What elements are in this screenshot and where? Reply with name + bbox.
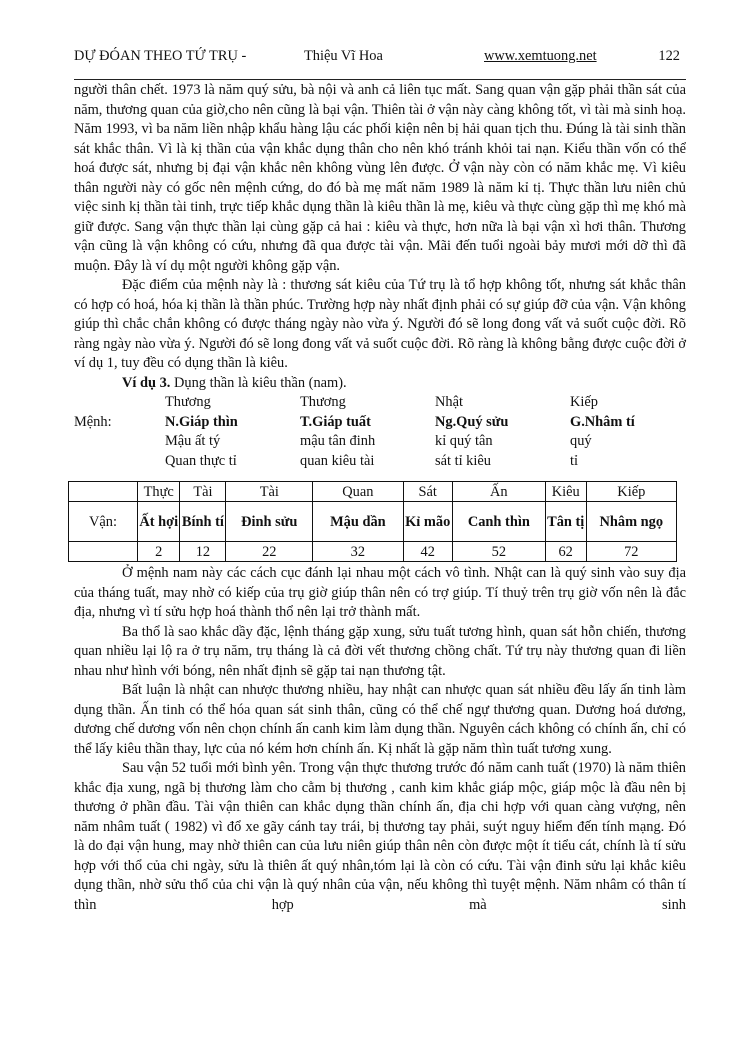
table-cell: Đinh sửu <box>226 502 313 542</box>
table-cell: Ấn <box>452 482 545 502</box>
pillar-god: Kiếp <box>570 394 598 410</box>
paragraph: Ba thổ là sao khắc dầy đặc, lệnh tháng gặp xung, sửu tuất tương hình, quan sát hỗn chiến, thương quan nhiều lại lộ ra ở trụ năm, trụ tháng là cả đời vết thương chồng chất. Tứ trụ này thương quan đi liền nhau như hình với bóng, nên nhất định sẽ gặp tai nạn thương tật. <box>74 623 686 679</box>
website-link[interactable]: www.xemtuong.net <box>484 48 597 64</box>
hidden-stems-row <box>74 432 686 452</box>
pillar-gods-row <box>74 393 686 413</box>
paragraph: Đặc điểm của mệnh này là : thương sát kiêu của Tứ trụ là tổ hợp không tốt, nhưng sát khắc thân có hợp có hoá, hóa kị thần là thần phúc. Trường hợp này nhất định phải có sự giúp đỡ của vận. Vận không giúp thì chắc chắn không có được tháng ngày nào vừa ý. Người đó sẽ long đong vất vả suốt cuộc đời. Rõ ràng ngày nào vừa ý. Người đó sẽ long đong vất vả suốt cuộc đời. Rõ ràng là không bằng được cuộc đời ở ví dụ 1, tuy đều có dụng thần là kiêu. <box>74 277 686 371</box>
menh-label: Mệnh: <box>74 413 112 430</box>
hidden-gods: sát tỉ kiêu <box>435 452 491 469</box>
hidden-stems: mậu tân đinh <box>300 433 376 449</box>
pillar-name: T.Giáp tuất <box>300 413 371 430</box>
page-body <box>74 81 686 915</box>
table-cell: Kiêu <box>545 482 586 502</box>
table-row <box>69 502 677 542</box>
table-row <box>69 482 677 502</box>
table-cell: Tài <box>226 482 313 502</box>
table-cell: Tài <box>180 482 226 502</box>
example-heading <box>74 374 686 394</box>
pillar-name: G.Nhâm tí <box>570 413 635 430</box>
page-header <box>74 48 686 68</box>
hidden-gods: quan kiêu tài <box>300 452 375 469</box>
paragraph: Sau vận 52 tuổi mới bình yên. Trong vận thực thương trước đó năm canh tuất (1970) là năm thiên khắc địa xung, ngã bị thương làm cho cằm bị thương , canh kim khắc giáp mộc, giáp mộc là đầu nên bị thương ở phần đầu. Tài vận thiên can khắc dụng thần chính ấn, địa chi hợp với quan càng vượng, nên năm nhâm tuất ( 1982) vì đổ xe gãy cánh tay trái, bị thương tay phải, suýt nguy hiểm đến tính mạng. Đó là do đại vận hung, may nhờ thiên can của lưu niên giúp thân nên còn được một ít tiểu cát, chính là tí sửu hợp với thổ của chi ngày, sửu là thiên ất quý nhân,tóm lại là còn có cứu. Tài vận đinh sửu lại khắc kiêu dụng thần, nhờ sửu thổ của chi vận là quý nhân của vận, nếu không thì tuyệt mệnh. Năm nhâm có thân tí thìn hợp mà sinh <box>74 760 686 913</box>
table-cell: 72 <box>586 542 676 562</box>
hidden-gods: tỉ <box>570 452 578 469</box>
pillar-name: Ng.Quý sửu <box>435 413 509 430</box>
table-row <box>69 542 677 562</box>
table-cell <box>69 482 138 502</box>
hidden-stems: quý <box>570 433 592 449</box>
menh-chart <box>74 393 686 471</box>
hidden-gods: Quan thực tỉ <box>165 452 237 469</box>
table-cell: 42 <box>403 542 452 562</box>
table-cell: 12 <box>180 542 226 562</box>
pillar-names-row <box>74 413 686 433</box>
pillar-name: N.Giáp thìn <box>165 413 238 430</box>
header-divider <box>74 79 686 80</box>
hidden-gods-row <box>74 452 686 472</box>
pillar-god: Thương <box>165 394 211 410</box>
table-cell: 62 <box>545 542 586 562</box>
table-cell: Mậu dần <box>313 502 403 542</box>
paragraph: người thân chết. 1973 là năm quý sửu, bà nội và anh cả liên tục mất. Sang quan vận gặp phải thần sát của năm, thương quan của giờ,cho nên cũng là bại vận. Thiên tài ở vận này càng không tốt, vì tài mà sinh hoạ. Năm 1993, vì ba năm liền nhập khẩu hàng lậu các phối kiện nên bị hải quan tịch thu. Đúng là tài sinh thần sát khắc thân. Vì là kị thần của vận khắc dụng thân cho nên khó tránh khỏi tai nạn. Kiểu thần vốn có thể hoá được sát, nhưng bị đại vận khắc nên không vùng lên được. Ở vận này còn có năm khắc mẹ. Vì kiêu thân người này có gốc nên mệnh cứng, do đó bà mẹ mất năm 1989 là năm kỉ tị. Thực thần lưu niên chủ việc sinh kị thần tài tinh, trực tiếp khắc dụng thần là kiêu thần là mẹ, kiêu và thực cùng gặp thì mẹ khó mà giữ được. Sang vận thực thần lại cùng gặp cả hai : kiêu và thực, hơn nữa là bại vận xì hơi thân. Thương vận cũng là vận không có cứu, nhưng đã qua được tài vận. Mãi đến tuổi ngoài bảy mươi mới dỡ thì đã muộn. Đây là ví dụ một người không gặp vận. <box>74 82 686 274</box>
book-title: DỰ ĐÓAN THEO TỨ TRỤ - <box>74 48 247 64</box>
van-label: Vận: <box>69 502 138 542</box>
table-cell: 22 <box>226 542 313 562</box>
table-cell: Kỉ mão <box>403 502 452 542</box>
table-cell: Tân tị <box>545 502 586 542</box>
author-name: Thiệu Vĩ Hoa <box>304 48 383 64</box>
paragraph: Ở mệnh nam này các cách cục đánh lại nhau một cách vô tình. Nhật can là quý sinh vào suy địa của tháng tuất, may nhờ có kiếp của trụ giờ giúp thân nên có trợ giúp. Tí thuỷ trên trụ giờ vốn nên là đắc địa, nhưng vì tí sửu hợp hoá thành thổ nên lại trở thành mất. <box>74 565 686 620</box>
example-label: Ví dụ 3. <box>122 374 171 391</box>
table-cell: Nhâm ngọ <box>586 502 676 542</box>
hidden-stems: Mậu ất tý <box>165 433 221 449</box>
hidden-stems: kỉ quý tân <box>435 433 493 449</box>
pillar-god: Nhật <box>435 394 463 410</box>
table-cell: Thực <box>138 482 180 502</box>
paragraph: Bất luận là nhật can nhược thương nhiều, hay nhật can nhược quan sát nhiều đều lấy ấn tinh làm dụng thần. Ấn tinh có thể hóa quan sát sinh thân, cũng có thể chế ngự thương quan. Dương hoá dương, dương chế dương vốn nên chọn chính ấn canh kim làm dụng thần. Nguyên cách không có chính ấn, chỉ có thể lấy kiêu thần thay, lực của nó kém hơn chính ấn. Kị nhất là gặp năm thìn tuất tương xung. <box>74 682 686 757</box>
table-cell: Ất hợi <box>138 502 180 542</box>
van-table <box>68 481 677 562</box>
table-cell: 2 <box>138 542 180 562</box>
table-cell: Sát <box>403 482 452 502</box>
table-cell: 32 <box>313 542 403 562</box>
table-cell: Canh thìn <box>452 502 545 542</box>
page-number: 122 <box>658 48 680 64</box>
table-cell: Bính tí <box>180 502 226 542</box>
table-cell <box>69 542 138 562</box>
example-title: Dụng thần là kiêu thần (nam). <box>170 374 347 391</box>
pillar-god: Thương <box>300 394 346 410</box>
table-cell: Kiếp <box>586 482 676 502</box>
table-cell: Quan <box>313 482 403 502</box>
table-cell: 52 <box>452 542 545 562</box>
